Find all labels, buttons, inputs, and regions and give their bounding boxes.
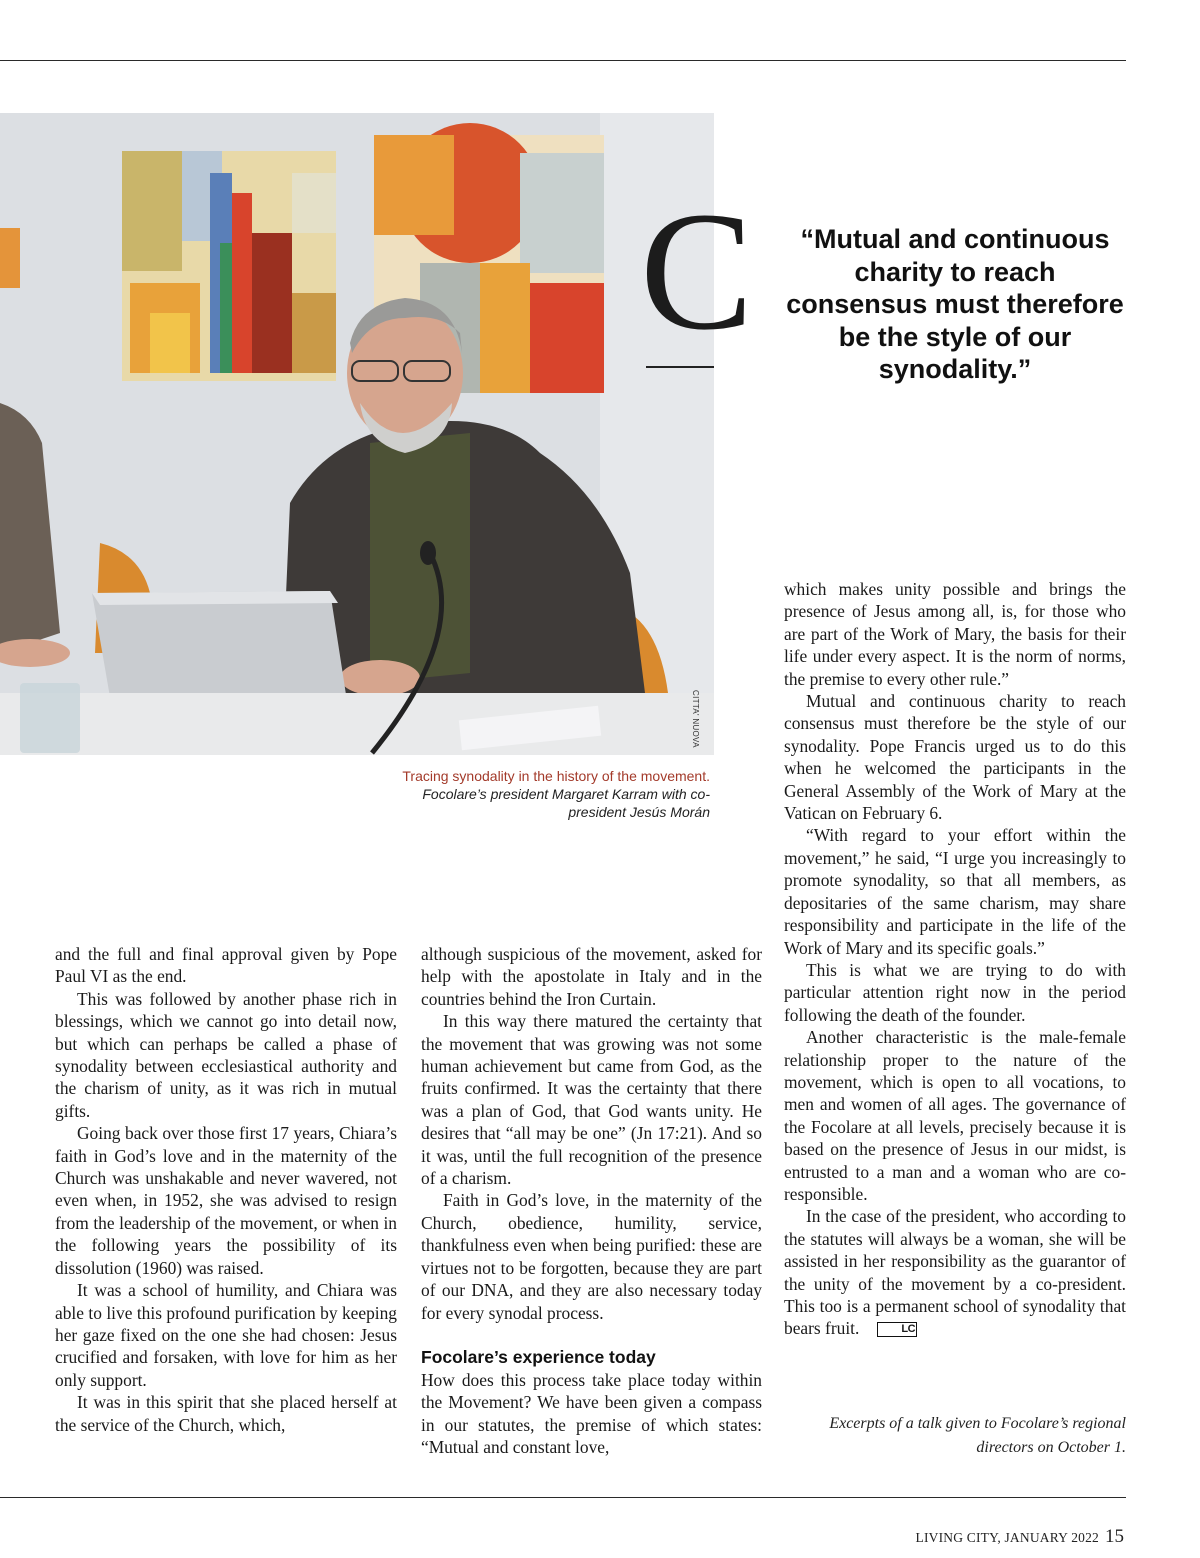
- paragraph: It was a school of humility, and Chiara was able to live this profound purification by keeping her gaze fixed on the one she had chosen: Jesus crucified and forsaken, with love for him as her only support.: [55, 1280, 397, 1390]
- photo-illustration: [0, 113, 754, 755]
- page-footer: [916, 1526, 1125, 1548]
- paragraph: Going back over those first 17 years, Chiara’s faith in God’s love and in the maternity of the Church was unshakable and never wavered, not even when, in 1952, she was advised to resign from the leadership of the movement, or when in the following years the possibility of its dissolution (1960) was raised.: [55, 1123, 397, 1278]
- pull-quote: “Mutual and continuous charity to reach consensus must therefore be the style of our synodality.”: [786, 224, 1124, 384]
- photo: [0, 113, 754, 755]
- paragraph: Another characteristic is the male-female relationship proper to the nature of the movement, which is open to all vocations, to men and women of all ages. The governance of the Focolare at all levels, precisely because it is based on the presence of Jesus in our midst, is entrusted to a man and a woman who are co-responsible.: [784, 1027, 1126, 1204]
- column-3: [784, 578, 1126, 1340]
- paragraph-final: [784, 1205, 1126, 1339]
- paragraph: and the full and final approval given by Pope Paul VI as the end.: [55, 944, 397, 987]
- paragraph: This was followed by another phase rich in blessings, which we cannot go into detail now, but which can perhaps be called a phase of synodality between ecclesiastical authority and the charism of unity, as it was rich in mutual gifts.: [55, 988, 397, 1121]
- bottom-rule: [0, 1497, 1126, 1498]
- paragraph: In this way there matured the certainty that the movement that was growing was not some human achievement but came from God, as the fruits confirmed. It was the certainty that there was a plan of God, that God wants unity. He desires that “all may be one” (Jn 17:21). And so it was, until the full recognition of the presence of a charism.: [421, 1011, 762, 1189]
- painting-left: [122, 151, 336, 381]
- column-2: [421, 943, 762, 1459]
- paragraph: Mutual and continuous charity to reach consensus must therefore be the style of our synodality. Pope Francis urged us to do this when he welcomed the participants in the General Assembly of the Work of Mary at the Vatican on February 6.: [784, 691, 1126, 824]
- paragraph: which makes unity possible and brings the presence of Jesus among all, is, for those who are part of the Work of Mary, the basis for their life under every aspect. It is the norm of norms, the premise to every other rule.”: [784, 579, 1126, 689]
- end-mark-icon: LC: [877, 1322, 917, 1337]
- paragraph: “With regard to your effort within the movement,” he said, “I urge you increasingly to promote synodality, so that all members, as depositaries of the same charism, may share responsibility and participate in the life of the Work of Mary and its specific goals.”: [784, 825, 1126, 958]
- publication-name: LIVING CITY, JANUARY 2022: [915, 1530, 1099, 1545]
- svg-text:C: C: [640, 177, 754, 365]
- caption-rest: Focolare’s president Margaret Karram with co-president Jesús Morán: [422, 786, 710, 820]
- excerpt-note: Excerpts of a talk given to Focolare’s regional directors on October 1.: [829, 1415, 1126, 1456]
- paragraph: It was in this spirit that she placed herself at the service of the Church, which,: [55, 1392, 397, 1435]
- photo-credit: CITTA' NUOVA: [691, 690, 700, 748]
- paragraph: Faith in God’s love, in the maternity of the Church, obedience, humility, service, thankfulness even when being purified: these are virtues not to be forgotten, because they are part of our DNA, and they are also necessary today for every synodal process.: [421, 1190, 762, 1323]
- paragraph: although suspicious of the movement, asked for help with the apostolate in Italy and in the countries behind the Iron Curtain.: [421, 944, 762, 1009]
- photo-caption: [400, 767, 710, 821]
- caption-lead: Tracing synodality in the history of the movement.: [402, 768, 710, 784]
- page-number: 15: [1105, 1526, 1124, 1547]
- paragraph: How does this process take place today within the Movement? We have been given a compass in our statutes, the premise of which states: “Mutual and constant love,: [421, 1369, 762, 1458]
- section-subhead: Focolare’s experience today: [421, 1346, 656, 1367]
- paragraph-final-text: In the case of the president, who according to the statutes will always be a woman, she will be assisted in her responsibility as the guarantor of the unity of the movement by a co-president. This too is a permanent school of synodality that bears fruit.: [784, 1206, 1126, 1339]
- column-1: [55, 943, 397, 1436]
- paragraph: This is what we are trying to do with particular attention right now in the period following the death of the founder.: [784, 959, 1126, 1025]
- top-rule: [0, 60, 1126, 61]
